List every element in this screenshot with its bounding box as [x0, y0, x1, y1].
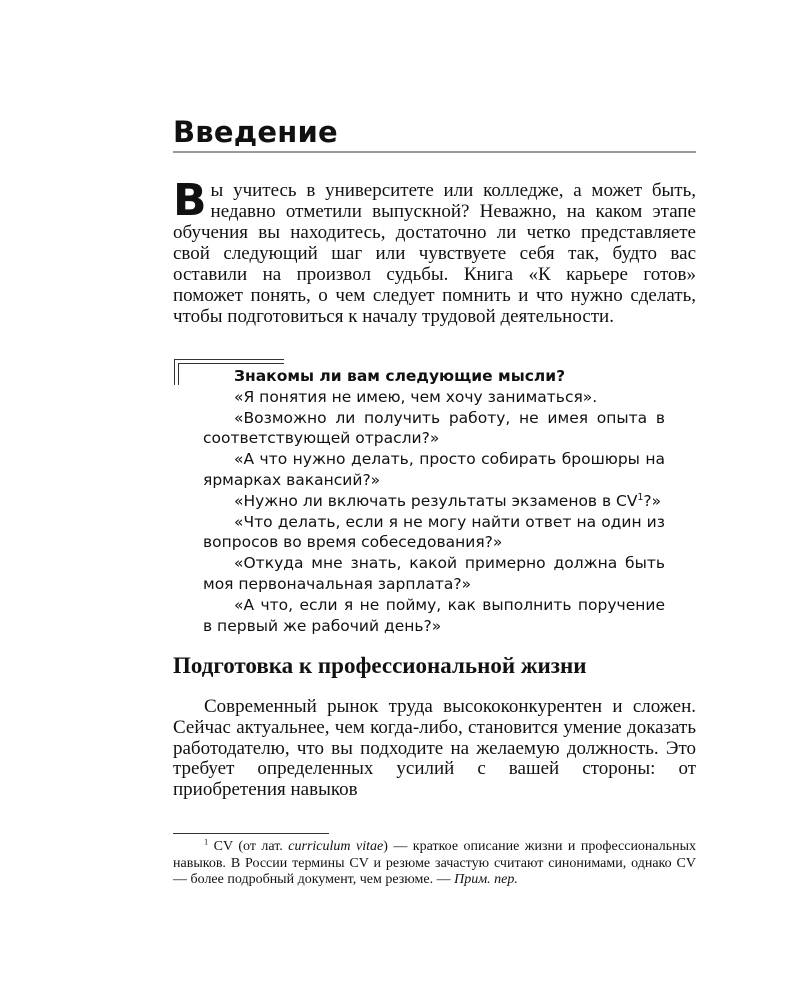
thoughts-sidebar: [203, 366, 665, 636]
sidebar-quotes: [203, 387, 665, 637]
footnote-separator: [173, 833, 329, 834]
quote-line: «Я понятия не имею, чем хочу заниматься».: [234, 387, 598, 406]
intro-text: ы учитесь в университете или колледже, а может быть, недавно отметили выпускной? Неважно, на каком этапе обучения вы находитесь, достаточно ли четко представляете свой следующий шаг или чувствуете себя так, будто вас оставили на произвол судьбы. Книга «К карьере готов» поможет понять, о чем следует помнить и что нужно сделать, чтобы подготовиться к началу трудовой деятельности.: [173, 180, 696, 327]
quote-line: «Возможно ли получить работу, не имея опыта в соответствующей отрасли?»: [203, 408, 665, 448]
chapter-title: Введение: [173, 115, 338, 149]
quote-line: «Что делать, если я не могу найти ответ на один из вопросов во время собеседования?»: [203, 512, 665, 552]
section-paragraph: Современный рынок труда высококонкурентен и сложен. Сейчас актуальнее, чем когда-либо, становится умение доказать работодателю, что вы подходите на желаемую должность. Это требует определенных усилий с вашей стороны: от приобретения навыков: [173, 696, 696, 801]
quote-line-tail: ?»: [643, 491, 662, 510]
footnote-latin-term: curriculum vitae: [288, 839, 384, 854]
drop-cap-letter: В: [173, 175, 207, 226]
sidebar-heading: Знакомы ли вам следующие мысли?: [234, 367, 566, 385]
footnote-lead: CV (от лат.: [213, 839, 283, 854]
footnote: [173, 839, 696, 889]
quote-line-text: «Нужно ли включать результаты экзаменов в CV: [234, 491, 638, 510]
quote-line: [203, 491, 665, 512]
quote-line: «А что, если я не пойму, как выполнить поручение в первый же рабочий день?»: [203, 595, 665, 635]
title-underline: [173, 151, 696, 153]
footnote-marker: 1: [204, 837, 209, 847]
quote-line: «А что нужно делать, просто собирать брошюры на ярмарках вакансий?»: [203, 450, 665, 489]
footnote-reference: 1: [637, 491, 644, 503]
intro-paragraph: [173, 175, 696, 327]
quote-line: «Откуда мне знать, какой примерно должна быть моя первоначальная зарплата?»: [203, 554, 665, 593]
footnote-body: ) — краткое описание жизни и профессиональных навыков. В России термины CV и резюме зачастую считают синонимами, однако CV — более подробный документ, чем резюме. —: [173, 839, 697, 887]
translator-note: Прим. пер.: [454, 872, 518, 887]
section-title: Подготовка к профессиональной жизни: [173, 653, 587, 678]
